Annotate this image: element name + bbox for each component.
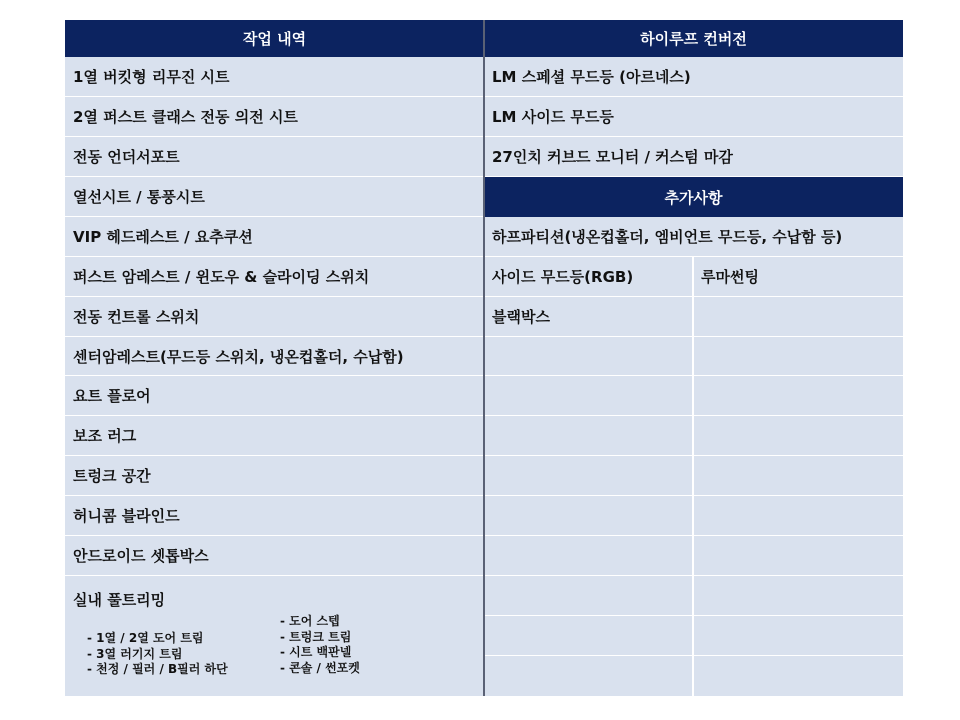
trim-item: - 1열 / 2열 도어 트림 [87,631,204,645]
work-item: 안드로이드 셋톱박스 [65,536,484,576]
empty-cell [693,656,903,696]
empty-cell [484,376,693,416]
column-divider [483,20,485,696]
hiroof-item: LM 사이드 무드등 [484,97,903,137]
empty-cell [693,616,903,656]
extra-side-mood: 사이드 무드등(RGB) [484,257,693,297]
trim-item: - 도어 스텝 [280,614,340,628]
empty-cell [693,536,903,576]
hiroof-item: 27인치 커브드 모니터 / 커스텀 마감 [484,137,903,177]
interior-trim-left-list [87,631,228,678]
trim-item: - 시트 백판넬 [280,645,352,659]
empty-cell [693,496,903,536]
empty-cell [693,297,903,337]
column-divider [692,257,694,696]
work-item: 전동 컨트롤 스위치 [65,297,484,337]
hiroof-header: 하이루프 컨버전 [484,20,903,57]
trim-item: - 콘솔 / 썬포켓 [280,660,360,675]
work-table [65,20,903,696]
trim-item: - 천정 / 필러 / B필러 하단 [87,662,228,676]
empty-cell [484,456,693,496]
interior-trim-right-list [280,614,360,676]
work-item: 센터암레스트(무드등 스위치, 냉온컵홀더, 수납함) [65,337,484,376]
extra-header: 추가사항 [484,177,903,217]
empty-cell [484,616,693,656]
work-item: 허니콤 블라인드 [65,496,484,536]
extra-blackbox: 블랙박스 [484,297,693,337]
empty-cell [484,496,693,536]
empty-cell [484,416,693,456]
extra-roof-setting: 루마썬팅 [693,257,903,297]
trim-item: - 3열 러기지 트림 [87,646,183,661]
empty-cell [484,656,693,696]
empty-cell [693,416,903,456]
work-item: 1열 버킷형 리무진 시트 [65,57,484,97]
work-item: 요트 플로어 [65,376,484,416]
work-item: 열선시트 / 통풍시트 [65,177,484,217]
empty-cell [484,576,693,616]
work-item: VIP 헤드레스트 / 요추쿠션 [65,217,484,257]
work-item: 2열 퍼스트 클래스 전동 의전 시트 [65,97,484,137]
work-item: 퍼스트 암레스트 / 윈도우 & 슬라이딩 스위치 [65,257,484,297]
empty-cell [693,576,903,616]
hiroof-item: LM 스페셜 무드등 (아르네스) [484,57,903,97]
empty-cell [484,337,693,376]
work-header: 작업 내역 [65,20,484,57]
empty-cell [484,536,693,576]
extra-partition: 하프파티션(냉온컵홀더, 엠비언트 무드등, 수납함 등) [484,217,903,257]
trim-item: - 트렁크 트림 [280,629,352,644]
work-item: 전동 언더서포트 [65,137,484,177]
work-item: 트렁크 공간 [65,456,484,496]
work-item: 보조 러그 [65,416,484,456]
empty-cell [693,376,903,416]
interior-trim-title: 실내 풀트리밍 [73,591,166,609]
empty-cell [693,337,903,376]
empty-cell [693,456,903,496]
